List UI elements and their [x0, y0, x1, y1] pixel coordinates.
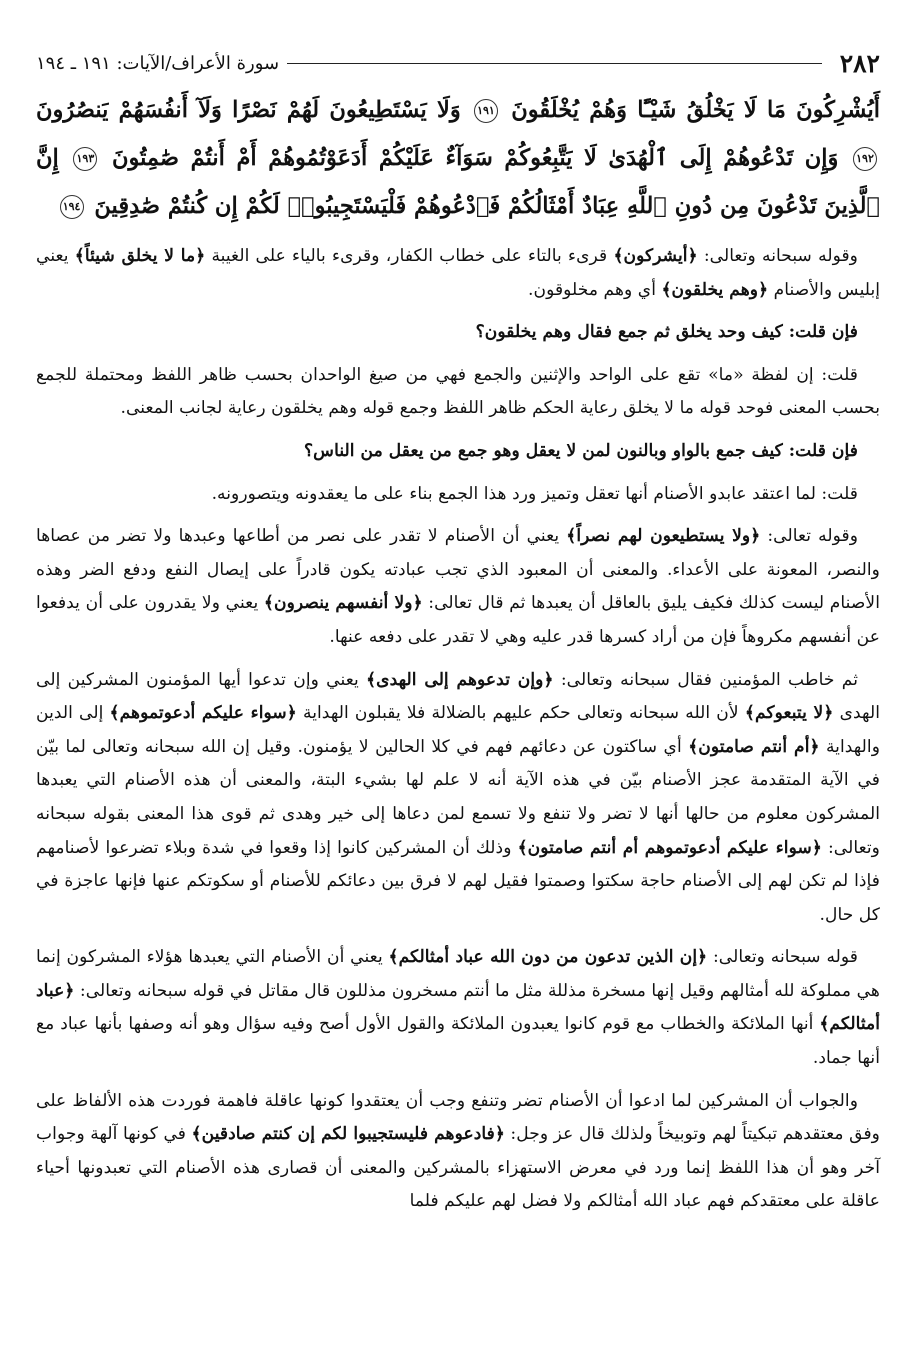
verse-text: وَإِن تَدْعُوهُمْ إِلَى ٱلْهُدَىٰ لَا يَتَّبِعُوكُمْ سَوَآءٌ عَلَيْكُمْ أَدَعَوْتُمُوهُمْ أَمْ أَنتُمْ صَٰمِتُونَ: [111, 145, 839, 171]
quoted-verse: ﴿وإن تدعوهم إلى الهدى﴾: [366, 669, 554, 690]
text-run: قوله سبحانه وتعالى:: [707, 947, 858, 968]
text-run: أنها الملائكة والخطاب مع قوم كانوا يعبدون الملائكة والقول الأول أصح وفيه سؤال وهو أنه وصفها بأنها عباد مع أنها جماد.: [36, 1014, 880, 1069]
commentary-question: فإن قلت: كيف جمع بالواو وبالنون لمن لا يعقل وهو جمع من يعقل من الناس؟: [303, 440, 858, 461]
verse-number-marker: ١٩٢: [853, 147, 877, 171]
verse-text: وَلَا يَسْتَطِيعُونَ لَهُمْ نَصْرًا وَلَآ أَنفُسَهُمْ يَنصُرُونَ: [36, 97, 461, 123]
surah-title: سورة الأعراف/الآيات: ١٩١ ـ ١٩٤: [36, 52, 280, 74]
text-run: إلى الدين والهداية: [36, 703, 880, 757]
commentary-body: [36, 240, 880, 1228]
text-run: وقوله سبحانه وتعالى:: [697, 246, 858, 266]
commentary-paragraph: قلت: إن لفظة «ما» تقع على الواحد والإثنين والجمع فهي من صيغ الواحدان بحسب ظاهر اللفظ ومحتملة للجمع بحسب المعنى فوحد قوله ما لا يخلق رعاية الحكم ظاهر اللفظ وجمع قوله وهم يخلقون رعاية لجانب المعنى.: [36, 364, 880, 419]
quoted-verse: ﴿عباد أمثالكم﴾: [36, 980, 880, 1035]
quran-verses: [36, 86, 880, 230]
quoted-verse: ﴿فادعوهم فليستجيبوا لكم إن كنتم صادقين﴾: [191, 1124, 505, 1145]
commentary-paragraph: [36, 941, 880, 1075]
commentary-paragraph: [36, 520, 880, 654]
verse-text: إِنَّ ٱلَّذِينَ تَدْعُونَ مِن دُونِ ٱللَّهِ عِبَادٌ أَمْثَالُكُمْ فَٱدْعُوهُمْ فَلْيَسْتَجِيبُوا۟ لَكُمْ إِن كُنتُمْ صَٰدِقِينَ: [36, 145, 880, 219]
page-number: ٢٨٢: [839, 48, 880, 78]
quoted-verse: ﴿إن الذين تدعون من دون الله عباد أمثالكم﴾: [388, 947, 708, 968]
text-run: قرىء بالتاء على خطاب الكفار، وقرىء بالياء على الغيبة: [205, 246, 614, 266]
text-run: يعني ولا يقدرون على أن يدفعوا عن أنفسهم مكروهاً فإن من أراد كسرها قدر عليه وهي لا تقدر على دفعه عنها.: [36, 593, 880, 647]
text-run: يعني إبليس والأصنام: [36, 246, 880, 300]
commentary-paragraph: [36, 240, 880, 307]
text-run: والجواب أن المشركين لما ادعوا أن الأصنام تضر وتنفع وجب أن يعتقدوا كونها عاقلة فاهمة فوردت هذه الألفاظ على وفق معتقدهم تبكيتاً لهم وتوبيخاً ولذلك قال عز وجل:: [36, 1090, 880, 1145]
quoted-verse: ﴿لا يتبعوكم﴾: [744, 703, 834, 724]
running-header: [36, 46, 880, 80]
commentary-question: فإن قلت: كيف وحد يخلق ثم جمع فقال وهم يخلقون؟: [475, 322, 858, 343]
text-run: في كونها آلهة وجواب آخر وهو أن هذا اللفظ إنما ورد في معرض الاستهزاء بالمشركين والمعنى أن قصارى هذه الأصنام التي تعبدونها أحياء عاقلة على معتقدكم فهم عباد الله أمثالكم ولا فضل لهم عليكم فلما: [36, 1124, 880, 1212]
quoted-verse: ﴿ولا أنفسهم ينصرون﴾: [263, 593, 423, 614]
commentary-paragraph: [36, 1085, 880, 1219]
commentary-paragraph: قلت: لما اعتقد عابدو الأصنام أنها تعقل وتميز ورد هذا الجمع بناء على ما يعقدونه ويتصورونه.: [211, 483, 858, 504]
text-run: لأن الله سبحانه وتعالى حكم عليهم بالضلالة فلا يقبلون الهداية: [296, 703, 745, 724]
text-run: يعني أن الأصنام التي يعبدها هؤلاء المشركون إنما هي مملوكة لله أمثالهم وقيل إنها مسخرة مذللة مثل ما أنتم مسخرون مذللون قال مقاتل في قوله سبحانه وتعالى:: [36, 947, 880, 1001]
verse-number-marker: ١٩١: [474, 99, 498, 123]
quoted-verse: ﴿أم أنتم صامتون﴾: [688, 736, 820, 757]
text-run: أي وهم مخلوقون.: [528, 279, 662, 300]
text-run: أي ساكتون عن دعائهم فهم في كلا الحالين لا يؤمنون. وقيل إن الله سبحانه وتعالى لما بيّن في الآية المتقدمة عجز الأصنام بيّن في هذه الآية أنه لا علم لها بشيء البتة، والمعنى أن هذه الأصنام التي يعبدها المشركون معلوم من حالها أنها لا تضر ولا تنفع ولا تسمع لمن دعاها إلى خير وهدى ثم قوى هذا المعنى بقوله سبحانه وتعالى:: [36, 736, 880, 858]
quoted-verse: ﴿وهم يخلقون﴾: [661, 279, 769, 300]
quoted-verse: ﴿سواء عليكم أدعوتموهم أم أنتم صامتون﴾: [517, 837, 822, 858]
quoted-verse: ﴿ولا يستطيعون لهم نصراً﴾: [566, 526, 761, 547]
text-run: ثم خاطب المؤمنين فقال سبحانه وتعالى:: [553, 669, 858, 690]
text-run: وقوله تعالى:: [760, 526, 858, 547]
verse-number-marker: ١٩٤: [60, 195, 84, 219]
header-rule: [287, 63, 822, 64]
verse-text: أَيُشْرِكُونَ مَا لَا يَخْلُقُ شَيْـًٔا وَهُمْ يُخْلَقُونَ: [511, 97, 881, 123]
text-run: وذلك أن المشركين كانوا إذا وقعوا في شدة وبلاء تضرعوا لأصنامهم فإذا لم تكن لهم إلى الأصنام حاجة سكتوا وصمتوا فقيل لهم لا فرق بين دعائكم للأصنام أو سكوتكم عنها فإنها عاجزة في كل حال.: [36, 837, 880, 925]
quoted-verse: ﴿ما لا يخلق شيئاً﴾: [74, 246, 206, 266]
commentary-paragraph: [36, 664, 880, 933]
text-run: يعني أن الأصنام لا تقدر على نصر من أطاعها وعبدها ولا تضر من عصاها والنصر، المعونة على الأعداء. والمعنى أن المعبود الذي تجب عبادته يكون قادراً على إيصال النفع ودفع الضر وهذه الأصنام ليست كذلك فكيف يليق بالعاقل أن يعبدها ثم قال تعالى:: [36, 526, 880, 614]
quoted-verse: ﴿أيشركون﴾: [613, 246, 698, 266]
text-run: يعني وإن تدعوا أيها المؤمنون المشركين إلى الهدى: [36, 669, 880, 724]
quoted-verse: ﴿سواء عليكم أدعوتموهم﴾: [109, 703, 297, 724]
verse-number-marker: ١٩٣: [73, 147, 97, 171]
